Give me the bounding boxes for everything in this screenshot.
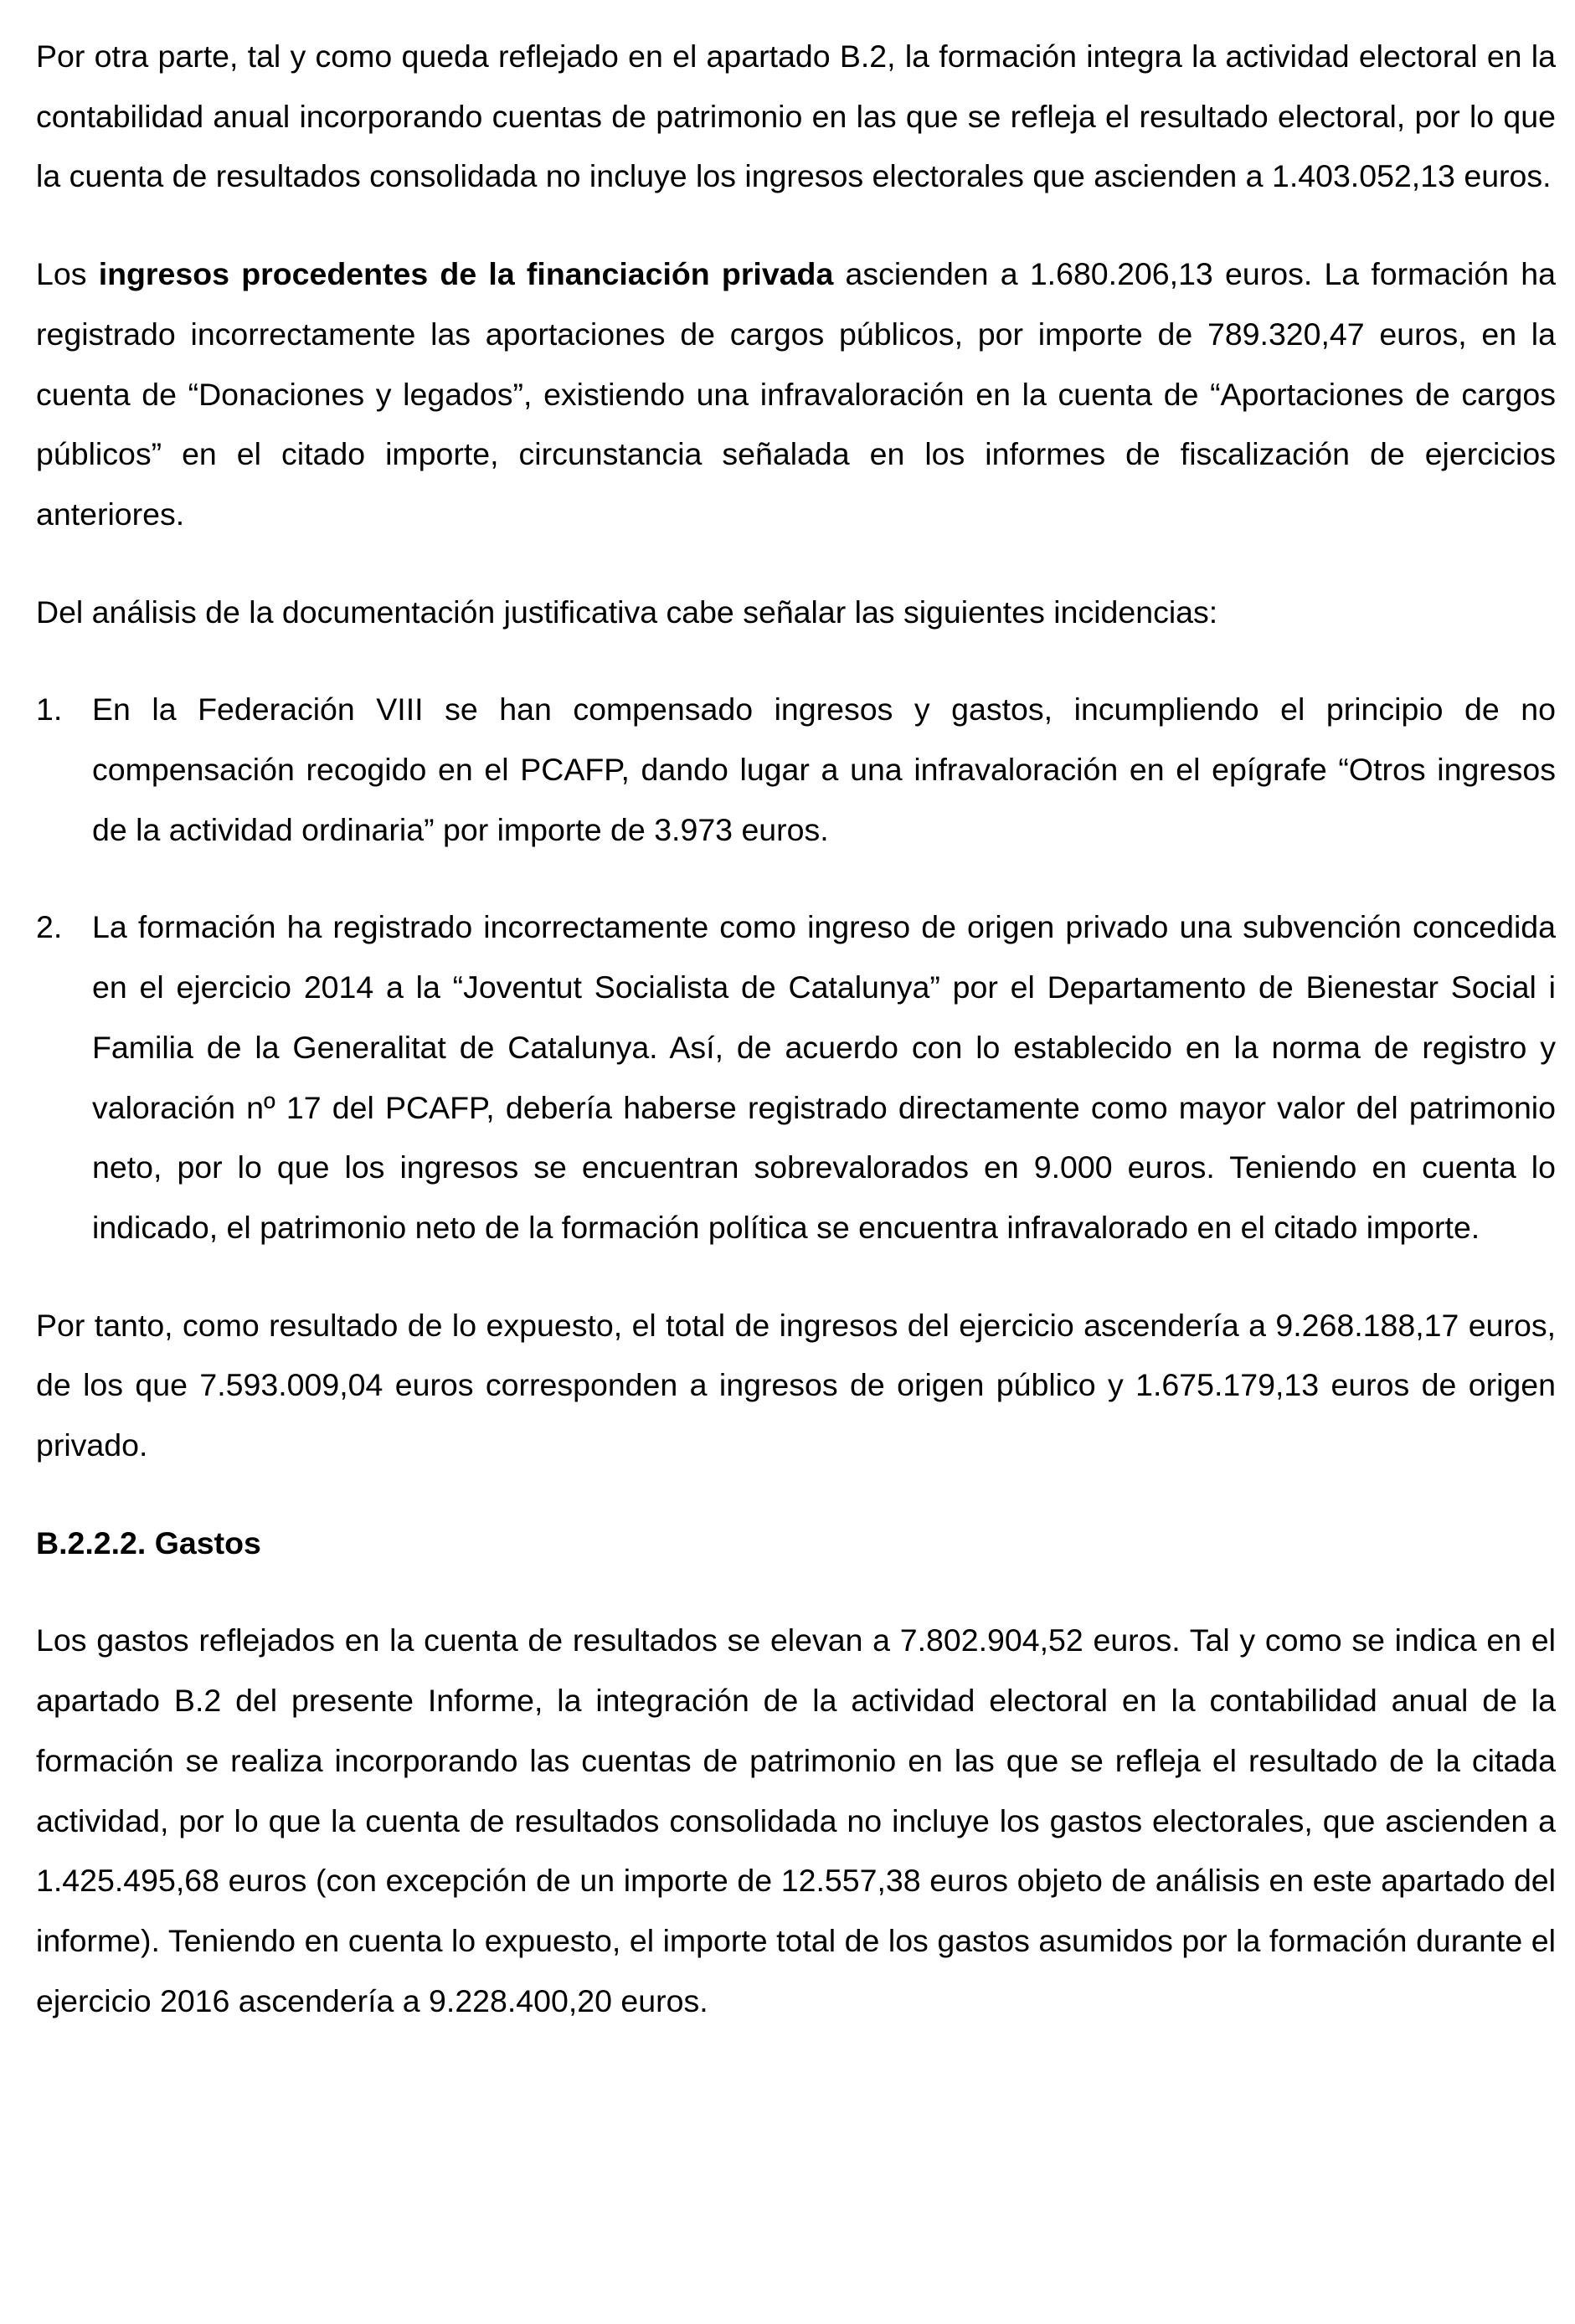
private-financing-rest: ascienden a 1.680.206,13 euros. La formación ha registrado incorrectamente las aportaciones de cargos públicos, por importe de 789.320,47 euros, en la cuenta de “Donaciones y legados”, existiendo una infravaloración en la cuenta de “Aportaciones de cargos públicos” en el citado importe, circunstancia señalada en los informes de fiscalización de ejercicios anteriores. bbox=[36, 256, 1556, 532]
private-financing-lead: Los bbox=[36, 256, 99, 292]
spacer bbox=[36, 1258, 1556, 1296]
spacer bbox=[36, 860, 1556, 897]
spacer bbox=[36, 545, 1556, 583]
spacer bbox=[36, 207, 1556, 244]
section-heading-gastos: B.2.2.2. Gastos bbox=[36, 1524, 261, 1560]
paragraph-incidences-intro: Del análisis de la documentación justificativa cabe señalar las siguientes incidencias: bbox=[36, 594, 1218, 630]
list-item-text: En la Federación VIII se han compensado ingresos y gastos, incumpliendo el principio de no compensación recogido en el PCAFP, dando lugar a una infravaloración en el epígrafe “Otros ingresos de la actividad ordinaria” por importe de 3.973 euros. bbox=[92, 692, 1556, 847]
paragraph-expenses: Los gastos reflejados en la cuenta de resultados se elevan a 7.802.904,52 euros. Tal y como se indica en el apartado B.2 del presente Informe, la integración de la actividad electoral en la contabilidad anual de la formación se realiza incorporando las cuentas de patrimonio en las que se refleja el resultado de la citada actividad, por lo que la cuenta de resultados consolidada no incluye los gastos electorales, que ascienden a 1.425.495,68 euros (con excepción de un importe de 12.557,38 euros objeto de análisis en este apartado del informe). Teniendo en cuenta lo expuesto, el importe total de los gastos asumidos por la formación durante el ejercicio 2016 ascendería a 9.228.400,20 euros. bbox=[36, 1622, 1556, 2018]
list-item bbox=[36, 680, 1556, 860]
list-item-number: 1. bbox=[36, 692, 63, 728]
spacer bbox=[36, 642, 1556, 680]
paragraph-electoral-income: Por otra parte, tal y como queda reflejado en el apartado B.2, la formación integra la actividad electoral en la contabilidad anual incorporando cuentas de patrimonio en las que se refleja el resultado electoral, por lo que la cuenta de resultados consolidada no incluye los ingresos electorales que ascienden a 1.403.052,13 euros. bbox=[36, 39, 1556, 194]
spacer bbox=[36, 1476, 1556, 1514]
document-page bbox=[36, 27, 1556, 2031]
list-item bbox=[36, 897, 1556, 1257]
spacer bbox=[36, 1573, 1556, 1611]
paragraph-total-income: Por tanto, como resultado de lo expuesto, el total de ingresos del ejercicio ascendería a 9.268.188,17 euros, de los que 7.593.009,04 euros corresponden a ingresos de origen público y 1.675.179,13 euros de origen privado. bbox=[36, 1307, 1556, 1463]
paragraph-private-financing bbox=[36, 244, 1556, 545]
private-financing-bold: ingresos procedentes de la financiación privada bbox=[98, 256, 834, 292]
list-item-text: La formación ha registrado incorrectamente como ingreso de origen privado una subvención concedida en el ejercicio 2014 a la “Joventut Socialista de Catalunya” por el Departamento de Bienestar Social i Familia de la Generalitat de Catalunya. Así, de acuerdo con lo establecido en la norma de registro y valoración nº 17 del PCAFP, debería haberse registrado directamente como mayor valor del patrimonio neto, por lo que los ingresos se encuentran sobrevalorados en 9.000 euros. Teniendo en cuenta lo indicado, el patrimonio neto de la formación política se encuentra infravalorado en el citado importe. bbox=[92, 909, 1556, 1245]
list-item-number: 2. bbox=[36, 909, 63, 945]
